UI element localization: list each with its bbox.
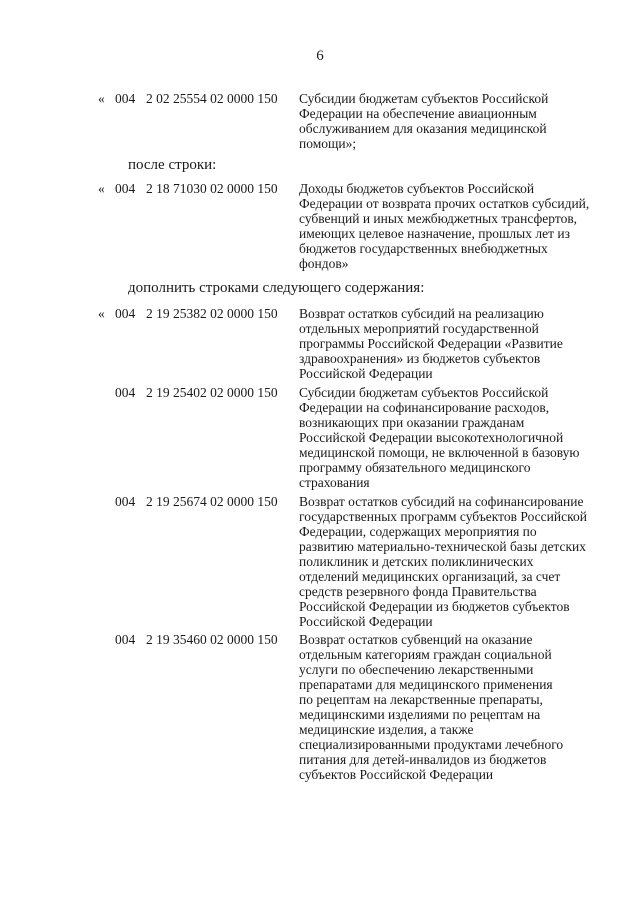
description-line: Возврат остатков субсидий на реализацию <box>299 306 544 321</box>
description-line: Российской Федерации высокотехнологичной <box>299 430 564 445</box>
description-line: Федерации на софинансирование расходов, <box>299 400 550 415</box>
description-line: Субсидии бюджетам субъектов Российской <box>299 91 549 106</box>
description-line: развитию материально-технической базы детских <box>299 539 587 554</box>
description-line: Федерации, содержащих мероприятия по <box>299 524 537 539</box>
entry-description <box>299 306 589 381</box>
instruction-after-row: после строки: <box>128 157 217 173</box>
description-line: здравоохранения» из бюджетов субъектов <box>299 351 541 366</box>
description-line: Федерации от возврата прочих остатков субсидий, <box>299 196 590 211</box>
budget-code: 2 19 35460 02 0000 150 <box>146 632 278 647</box>
description-line: отдельным категориям граждан социальной <box>299 647 552 662</box>
description-line: медицинские изделия, а также <box>299 722 474 737</box>
admin-code: 004 <box>115 494 136 509</box>
description-line: питания для детей-инвалидов из бюджетов <box>299 752 547 767</box>
admin-code: 004 <box>115 306 136 321</box>
entry-description <box>299 91 589 151</box>
budget-code: 2 19 25382 02 0000 150 <box>146 306 278 321</box>
entry-description <box>299 385 589 490</box>
admin-code: 004 <box>115 385 136 400</box>
description-line: фондов» <box>299 256 349 271</box>
entry-description <box>299 632 589 782</box>
description-line: помощи»; <box>299 136 357 151</box>
description-line: Федерации на обеспечение авиационным <box>299 106 537 121</box>
description-line: Доходы бюджетов субъектов Российской <box>299 181 535 196</box>
page-number: 6 <box>316 48 324 64</box>
budget-code: 2 02 25554 02 0000 150 <box>146 91 278 106</box>
description-line: Российской Федерации <box>299 614 433 629</box>
description-line: Возврат остатков субвенций на оказание <box>299 632 533 647</box>
entry-description <box>299 494 589 629</box>
description-line: субвенций и иных межбюджетных трансфертов, <box>299 211 578 226</box>
budget-code: 2 19 25402 02 0000 150 <box>146 385 278 400</box>
description-line: страхования <box>299 475 370 490</box>
description-line: имеющих целевое назначение, прошлых лет из <box>299 226 570 241</box>
description-line: обслуживанием для оказания медицинской <box>299 121 547 136</box>
description-line: медицинской помощи, не включенной в базовую <box>299 445 580 460</box>
description-line: программу обязательного медицинского <box>299 460 531 475</box>
description-line: отделений медицинских организаций, за счет <box>299 569 561 584</box>
budget-code: 2 18 71030 02 0000 150 <box>146 181 278 196</box>
admin-code: 004 <box>115 632 136 647</box>
entry-description <box>299 181 589 271</box>
description-line: специализированными продуктами лечебного <box>299 737 564 752</box>
description-line: программы Российской Федерации «Развитие <box>299 336 563 351</box>
description-line: Субсидии бюджетам субъектов Российской <box>299 385 549 400</box>
description-line: отдельных мероприятий государственной <box>299 321 539 336</box>
description-line: субъектов Российской Федерации <box>299 767 494 782</box>
description-line: бюджетов государственных внебюджетных <box>299 241 548 256</box>
description-line: услуги по обеспечению лекарственными <box>299 662 534 677</box>
description-line: государственных программ субъектов Российской <box>299 509 587 524</box>
admin-code: 004 <box>115 181 136 196</box>
description-line: Российской Федерации <box>299 366 433 381</box>
opening-quote: « <box>98 181 105 196</box>
opening-quote: « <box>98 91 105 106</box>
description-line: медицинскими изделиями по рецептам на <box>299 707 541 722</box>
opening-quote: « <box>98 306 105 321</box>
description-line: Российской Федерации из бюджетов субъектов <box>299 599 570 614</box>
description-line: поликлиник и детских поликлинических <box>299 554 534 569</box>
description-line: по рецептам на лекарственные препараты, <box>299 692 543 707</box>
instruction-add-rows: дополнить строками следующего содержания: <box>128 280 425 296</box>
description-line: возникающих при оказании гражданам <box>299 415 525 430</box>
budget-code: 2 19 25674 02 0000 150 <box>146 494 278 509</box>
description-line: препаратами для медицинского применения <box>299 677 553 692</box>
description-line: средств резервного фонда Правительства <box>299 584 537 599</box>
description-line: Возврат остатков субсидий на софинансирование <box>299 494 584 509</box>
admin-code: 004 <box>115 91 136 106</box>
